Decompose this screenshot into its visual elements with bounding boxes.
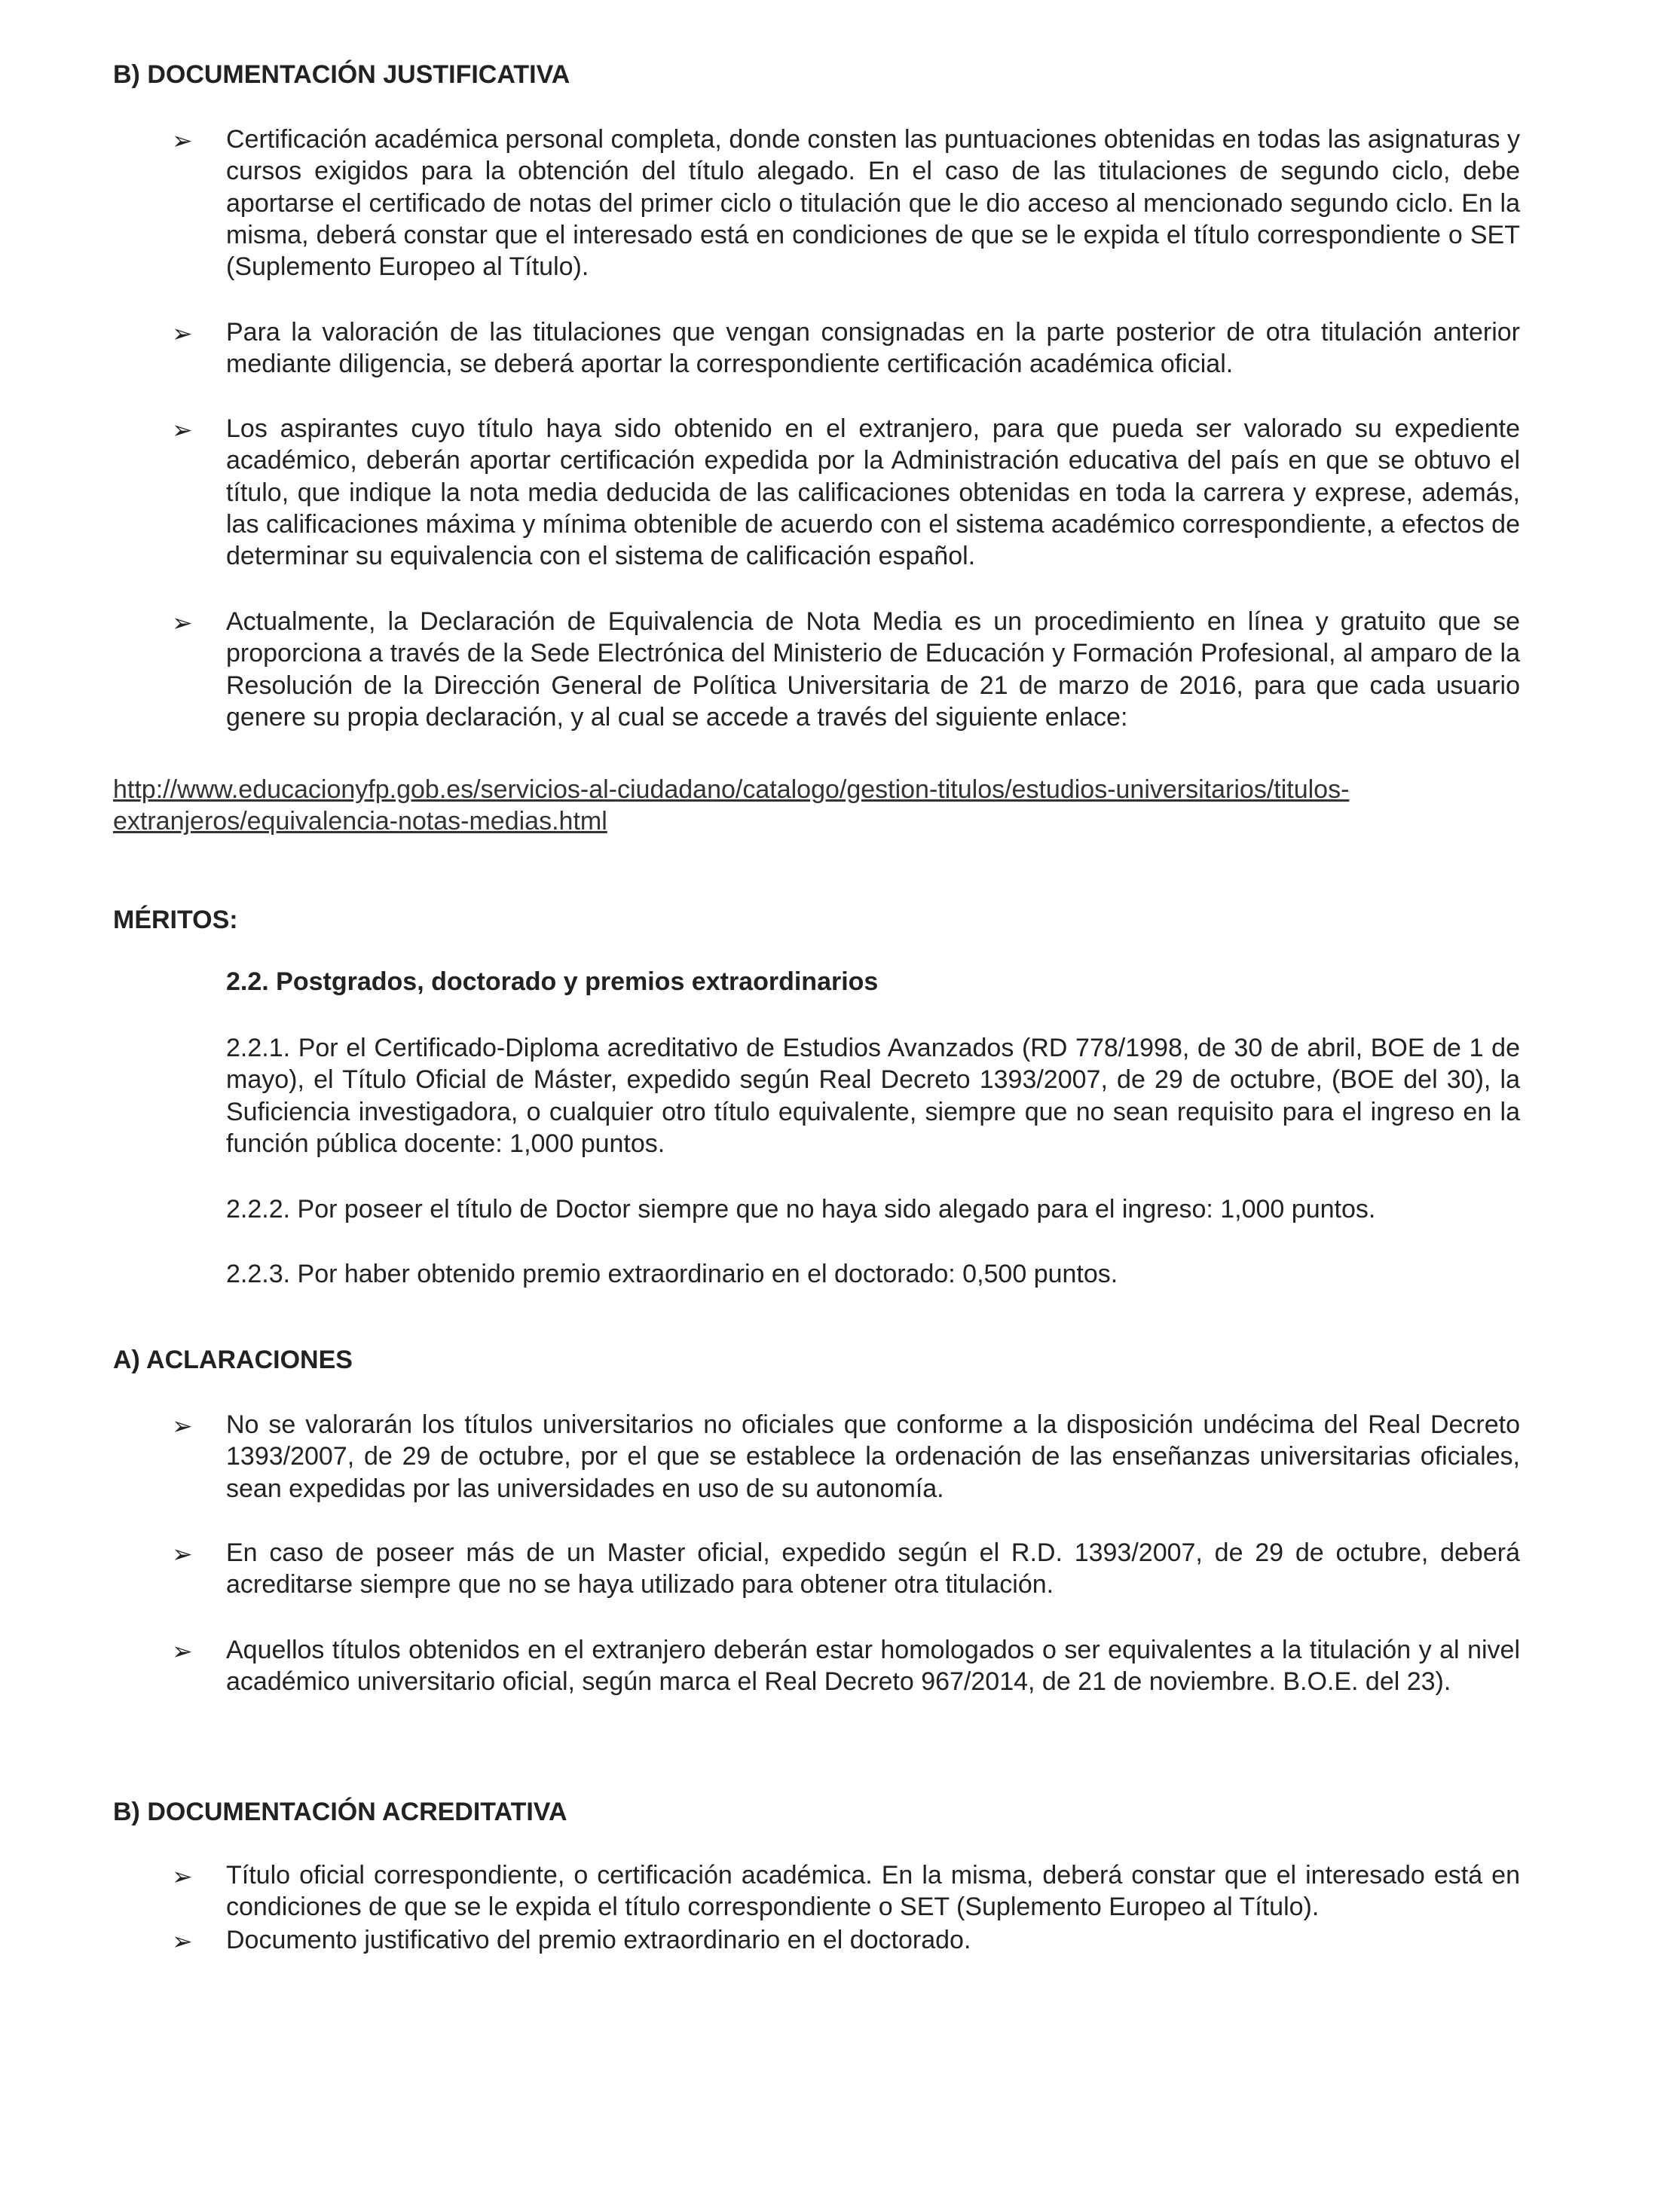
bullet-text-declaracion: Actualmente, la Declaración de Equivalencia de Nota Media es un procedimiento en línea y gratuito que se proporciona a través de la Sede Electrónica del Ministerio de Educación y Formación Profesional, al amparo de la Resolución de la Dirección General de Política Universitaria de 21 de marzo de 2016, para que cada usuario genere su propia declaración, y al cual se accede a través del siguiente enlace: <box>226 607 1520 732</box>
bullet-text-master-oficial: En caso de poseer más de un Master oficial, expedido según el R.D. 1393/2007, de 29 de octubre, deberá acreditarse siempre que no se haya utilizado para obtener otra titulación. <box>226 1538 1520 1599</box>
bullet-text-extranjero: Los aspirantes cuyo título haya sido obtenido en el extranjero, para que pueda ser valorado su expediente académico, deberán aportar certificación expedida por la Administración educativa del país en que se obtuvo el título, que indique la nota media deducida de las calificaciones obtenidas en toda la carrera y exprese, además, las calificaciones máxima y mínima obtenible de acuerdo con el sistema académico correspondiente, a efectos de determinar su equivalencia con el sistema de calificación español. <box>226 414 1520 571</box>
bullet-arrow-icon: ➢ <box>172 1540 193 1568</box>
bullet-arrow-icon: ➢ <box>172 416 193 444</box>
heading-meritos: MÉRITOS: <box>113 906 238 934</box>
bullet-text-premio: Documento justificativo del premio extraordinario en el doctorado. <box>226 1926 971 1954</box>
heading-aclaraciones: A) ACLARACIONES <box>113 1346 353 1374</box>
bullet-text-certificacion: Certificación académica personal completa, donde consten las puntuaciones obtenidas en todas las asignaturas y cursos exigidos para la obtención del título alegado. En el caso de las titulaciones de segundo ciclo, debe aportarse el certificado de notas del primer ciclo o titulación que le dio acceso al mencionado segundo ciclo. En la misma, deberá constar que el interesado está en condiciones de que se le expida el título correspondiente o SET (Suplemento Europeo al Título). <box>226 125 1520 282</box>
merit-2-2-2: 2.2.2. Por poseer el título de Doctor siempre que no haya sido alegado para el ingreso: 1,000 puntos. <box>226 1195 1376 1224</box>
bullet-text-titulo-oficial: Título oficial correspondiente, o certificación académica. En la misma, deberá constar que el interesado está en condiciones de que se le expida el título correspondiente o SET (Suplemento Europeo al Título). <box>226 1861 1520 1922</box>
bullet-arrow-icon: ➢ <box>172 1862 193 1890</box>
equivalencia-link[interactable] <box>113 774 1530 837</box>
merit-2-2-1: 2.2.1. Por el Certificado-Diploma acreditativo de Estudios Avanzados (RD 778/1998, de 30 de abril, BOE de 1 de mayo), el Título Oficial de Máster, expedido según Real Decreto 1393/2007, de 29 de octubre, (BOE del 30), la Suficiencia investigadora, o cualquier otro título equivalente, siempre que no sean requisito para el ingreso en la función pública docente: 1,000 puntos. <box>226 1034 1520 1158</box>
bullet-arrow-icon: ➢ <box>172 1927 193 1955</box>
bullet-arrow-icon: ➢ <box>172 1412 193 1440</box>
heading-documentacion-justificativa: B) DOCUMENTACIÓN JUSTIFICATIVA <box>113 60 570 89</box>
merit-2-2-3: 2.2.3. Por haber obtenido premio extraordinario en el doctorado: 0,500 puntos. <box>226 1260 1118 1288</box>
bullet-arrow-icon: ➢ <box>172 609 193 637</box>
subheading-postgrados: 2.2. Postgrados, doctorado y premios extraordinarios <box>226 967 879 996</box>
equivalencia-link-line1[interactable]: http://www.educacionyfp.gob.es/servicios-al-ciudadano/catalogo/gestion-titulos/estudios-universitarios/titulos- <box>113 775 1350 804</box>
heading-documentacion-acreditativa: B) DOCUMENTACIÓN ACREDITATIVA <box>113 1798 567 1826</box>
bullet-arrow-icon: ➢ <box>172 319 193 347</box>
bullet-arrow-icon: ➢ <box>172 1637 193 1665</box>
bullet-text-valoracion: Para la valoración de las titulaciones que vengan consignadas en la parte posterior de otra titulación anterior mediante diligencia, se deberá aportar la correspondiente certificación académica oficial. <box>226 318 1520 379</box>
bullet-text-no-oficiales: No se valorarán los títulos universitarios no oficiales que conforme a la disposición undécima del Real Decreto 1393/2007, de 29 de octubre, por el que se establece la ordenación de las enseñanzas universitarias oficiales, sean expedidas por las universidades en uso de su autonomía. <box>226 1410 1520 1503</box>
bullet-arrow-icon: ➢ <box>172 127 193 154</box>
equivalencia-link-line2[interactable]: extranjeros/equivalencia-notas-medias.html <box>113 807 607 836</box>
bullet-text-homologados: Aquellos títulos obtenidos en el extranjero deberán estar homologados o ser equivalentes a la titulación y al nivel académico universitario oficial, según marca el Real Decreto 967/2014, de 21 de noviembre. B.O.E. del 23). <box>226 1636 1520 1697</box>
